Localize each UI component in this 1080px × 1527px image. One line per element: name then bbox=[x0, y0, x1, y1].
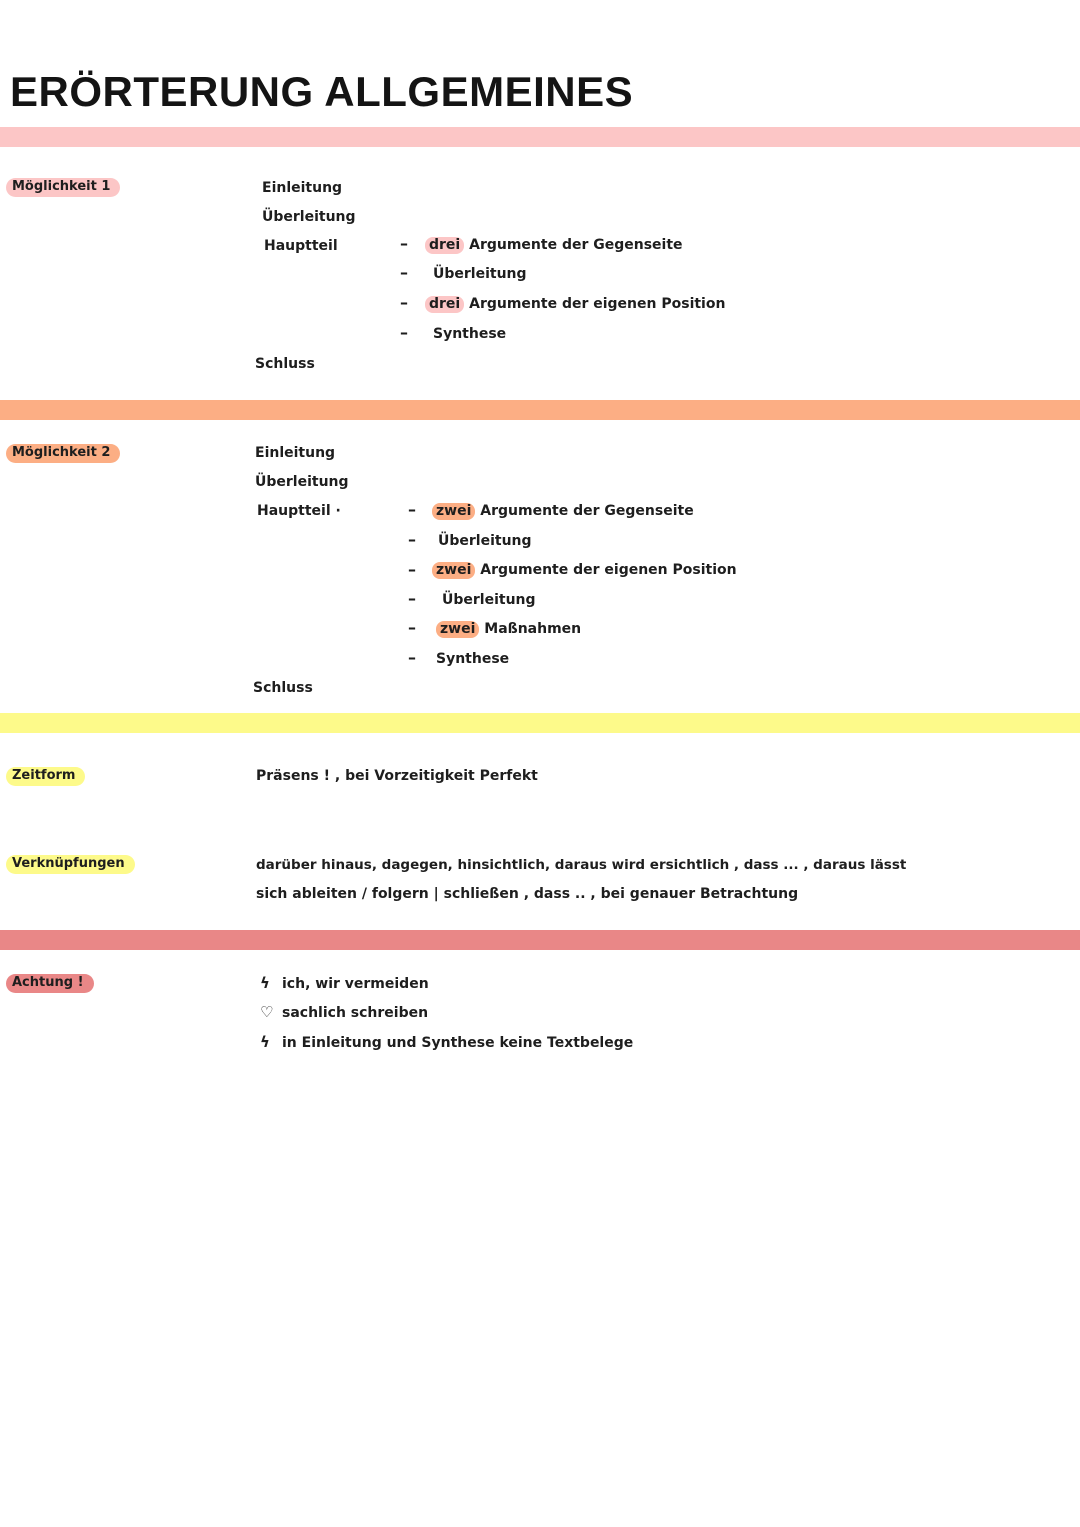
part-hauptteil: Hauptteil · bbox=[257, 503, 341, 519]
page-title: ERÖRTERUNG ALLGEMEINES bbox=[10, 68, 634, 115]
item-text: Argumente der eigenen Position bbox=[469, 296, 726, 312]
tag-achtung: Achtung ! bbox=[6, 974, 94, 993]
achtung-item bbox=[260, 1003, 428, 1021]
list-item: Überleitung bbox=[442, 592, 536, 608]
dash: – bbox=[408, 648, 416, 667]
divider-orange bbox=[0, 400, 1080, 420]
tag-verknuepfungen: Verknüpfungen bbox=[6, 855, 135, 874]
item-text: Maßnahmen bbox=[484, 621, 582, 637]
achtung-item bbox=[260, 974, 429, 992]
tag-zeitform: Zeitform bbox=[6, 767, 85, 786]
part-hauptteil: Hauptteil bbox=[264, 238, 338, 254]
list-item bbox=[425, 237, 683, 253]
dash: – bbox=[408, 560, 416, 579]
highlight: drei bbox=[425, 237, 464, 254]
lightning-icon: ϟ bbox=[260, 1033, 270, 1051]
item-text: Argumente der eigenen Position bbox=[480, 562, 737, 578]
part-ueberleitung: Überleitung bbox=[262, 209, 356, 225]
list-item: Überleitung bbox=[433, 266, 527, 282]
lightning-icon: ϟ bbox=[260, 974, 270, 992]
part-ueberleitung: Überleitung bbox=[255, 474, 349, 490]
item-text: Argumente der Gegenseite bbox=[480, 503, 694, 519]
dash: – bbox=[408, 589, 416, 608]
part-einleitung: Einleitung bbox=[262, 180, 343, 196]
tag-moeglichkeit-2: Möglichkeit 2 bbox=[6, 444, 120, 463]
list-item: Überleitung bbox=[438, 533, 532, 549]
item-text: in Einleitung und Synthese keine Textbelege bbox=[282, 1035, 634, 1051]
list-item bbox=[436, 621, 581, 637]
list-item bbox=[425, 296, 725, 312]
dash: – bbox=[400, 234, 408, 253]
part-einleitung: Einleitung bbox=[255, 445, 336, 461]
achtung-item bbox=[260, 1033, 633, 1051]
tag-moeglichkeit-1: Möglichkeit 1 bbox=[6, 178, 120, 197]
dash: – bbox=[408, 500, 416, 519]
item-text: sachlich schreiben bbox=[282, 1005, 429, 1021]
dash: – bbox=[408, 530, 416, 549]
divider-red bbox=[0, 930, 1080, 950]
item-text: ich, wir vermeiden bbox=[282, 976, 429, 992]
list-item: Synthese bbox=[436, 651, 510, 667]
part-schluss: Schluss bbox=[253, 680, 313, 696]
highlight: zwei bbox=[432, 562, 475, 579]
dash: – bbox=[400, 293, 408, 312]
verknuepfungen-line-2: sich ableiten / folgern | schließen , dass .. , bei genauer Betrachtung bbox=[256, 886, 799, 902]
highlight: drei bbox=[425, 296, 464, 313]
list-item bbox=[432, 503, 694, 519]
list-item bbox=[432, 562, 737, 578]
dash: – bbox=[400, 323, 408, 342]
zeitform-text: Präsens ! , bei Vorzeitigkeit Perfekt bbox=[256, 768, 538, 784]
highlight: zwei bbox=[436, 621, 479, 638]
list-item: Synthese bbox=[433, 326, 507, 342]
verknuepfungen-line-1: darüber hinaus, dagegen, hinsichtlich, daraus wird ersichtlich , dass ... , daraus lässt bbox=[256, 857, 907, 873]
highlight: zwei bbox=[432, 503, 475, 520]
dash: – bbox=[408, 618, 416, 637]
dash: – bbox=[400, 263, 408, 282]
item-text: Argumente der Gegenseite bbox=[469, 237, 683, 253]
heart-icon: ♡ bbox=[260, 1003, 274, 1021]
divider-yellow bbox=[0, 713, 1080, 733]
part-schluss: Schluss bbox=[255, 356, 315, 372]
divider-pink bbox=[0, 127, 1080, 147]
